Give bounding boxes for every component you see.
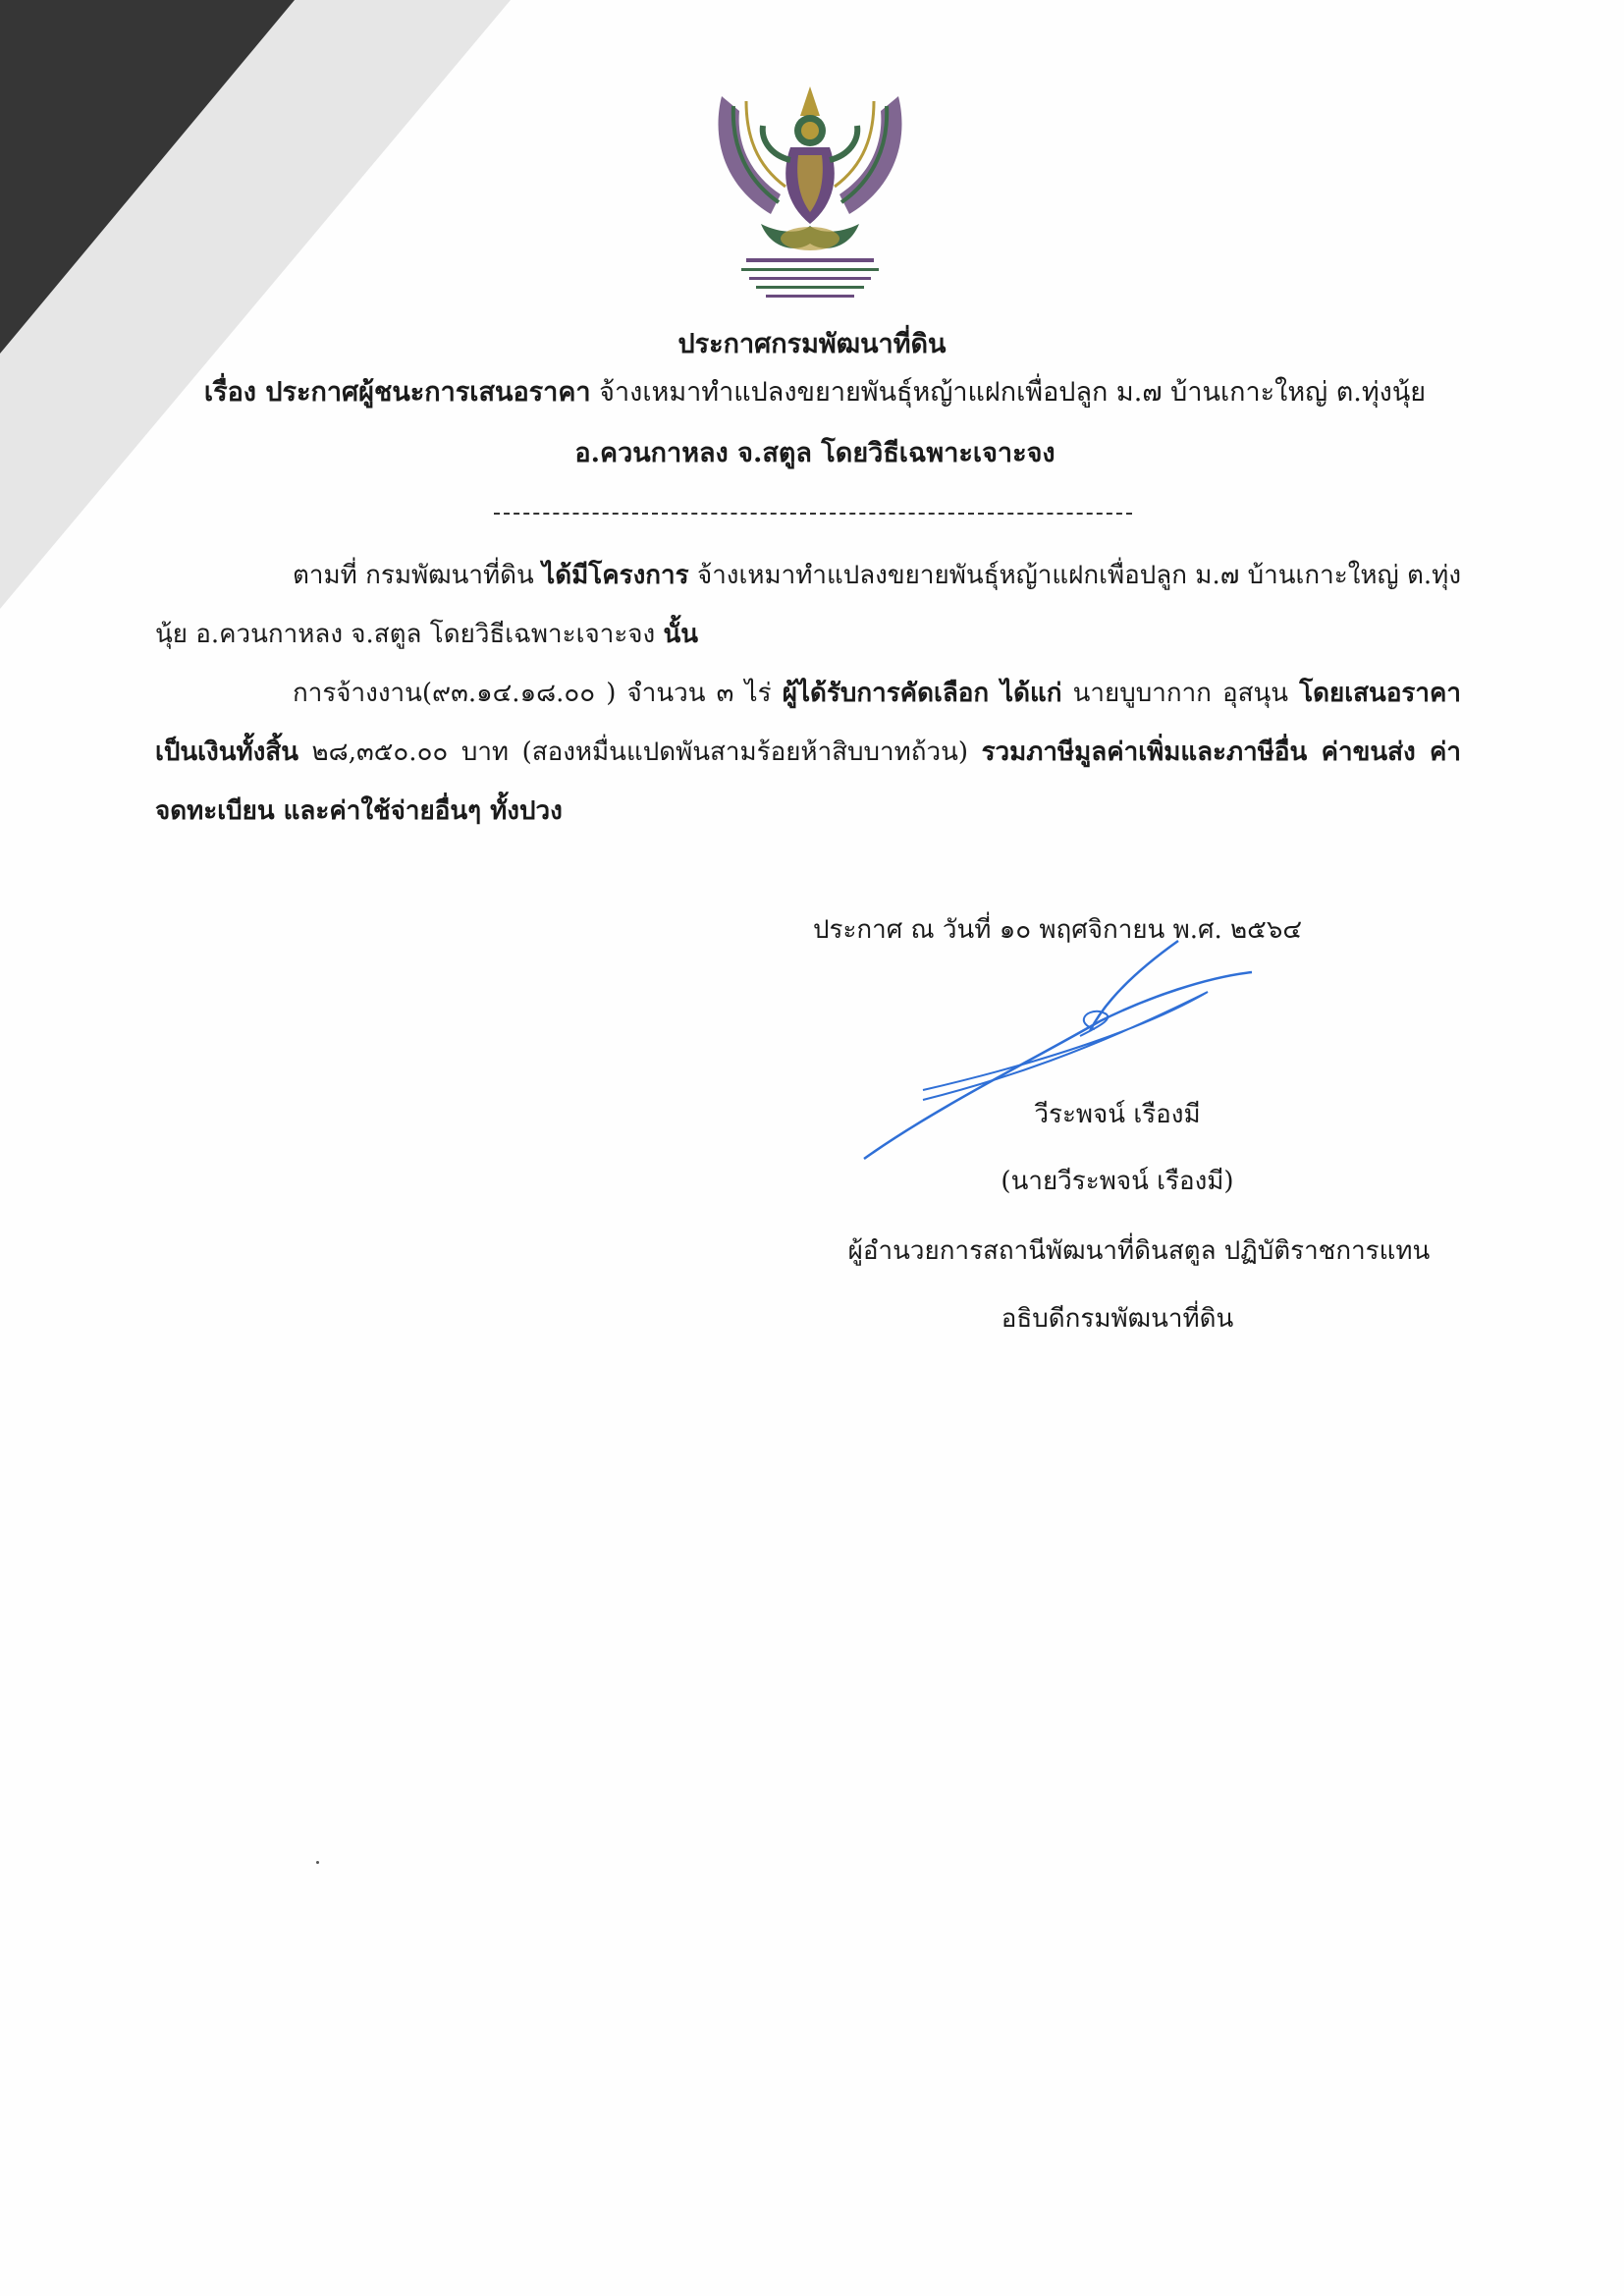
divider-line [494,513,1132,515]
p2-f: รวมภาษีมูลค่าเพิ่มและภาษีอื่น ค่าขนส่ง ค่าจดทะเบียน และค่าใช้จ่ายอื่นๆ ทั้งปวง [155,738,1461,826]
printed-name: (นายวีระพจน์ เรืองมี) [1001,1167,1234,1196]
p2-e: ๒๘,๓๕๐.๐๐ บาท (สองหมื่นแปดพันสามร้อยห้าสิบบาทถ้วน) [311,738,969,767]
p2-a: การจ้างงาน(๙๓.๑๔.๑๘.๐๐ ) จำนวน ๓ ไร่ [293,679,772,708]
p1-b: ได้มีโครงการ [542,561,689,590]
p1-d: นั้น [663,620,699,649]
subject-line-2: อ.ควนกาหลง จ.สตูล โดยวิธีเฉพาะเจาะจง [574,438,1056,468]
p1-a: ตามที่ กรมพัฒนาที่ดิน [293,561,534,590]
paragraph-1 [155,546,1461,664]
signed-name: วีระพจน์ เรืองมี [1034,1100,1201,1129]
position-line-2: อธิบดีกรมพัฒนาที่ดิน [1001,1304,1234,1334]
scan-speck [316,1861,319,1864]
p2-d: โดยเสนอราคา เป็นเงินทั้งสิ้น [155,679,1461,767]
garuda-emblem-icon [702,77,918,317]
paragraph-2 [155,664,1461,841]
p2-c: นายบูบากาก อุสนุน [1072,679,1289,708]
date-value: ๑๐ พฤศจิกายน พ.ศ. ๒๕๖๔ [999,915,1303,945]
document-title: ประกาศกรมพัฒนาที่ดิน [677,329,947,359]
subject-prefix: เรื่อง ประกาศผู้ชนะการเสนอราคา [203,377,591,408]
date-label: ประกาศ ณ วันที่ [813,915,992,945]
p2-b: ผู้ได้รับการคัดเลือก ได้แก่ [782,679,1062,708]
p1-c: จ้างเหมาทำแปลงขยายพันธุ์หญ้าแฝกเพื่อปลูก ม.๗ บ้านเกาะใหญ่ ต.ทุ่งนุ้ย อ.ควนกาหลง จ.สตูล โดยวิธีเฉพาะเจาะจง [155,561,1462,649]
subject-text-1: จ้างเหมาทำแปลงขยายพันธุ์หญ้าแฝกเพื่อปลูก ม.๗ บ้านเกาะใหญ่ ต.ทุ่งนุ้ย [599,377,1427,408]
position-line-1: ผู้อำนวยการสถานีพัฒนาที่ดินสตูล ปฏิบัติราชการแทน [847,1236,1431,1266]
scan-shadow-corner [0,0,295,354]
subject-line-1 [157,367,1473,418]
